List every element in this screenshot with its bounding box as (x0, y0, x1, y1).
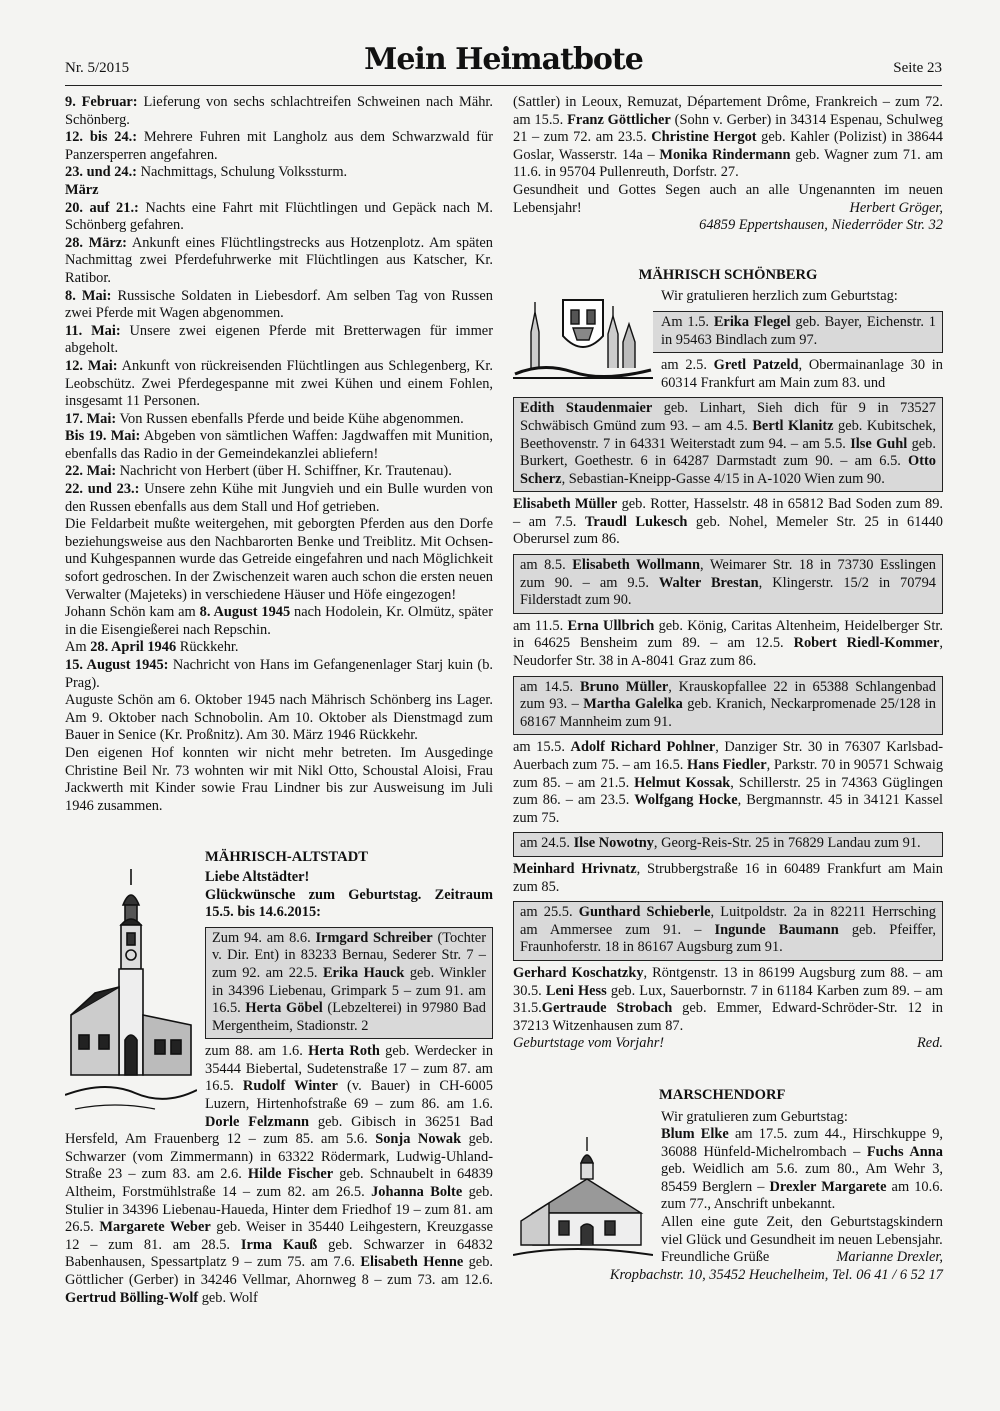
person-name: Walter Brestan (658, 574, 759, 591)
schoenberg-entry-5 (513, 861, 943, 896)
schoenberg-box-3 (513, 554, 943, 614)
greeting-glueckwuensche: Glückwünsche zum Geburtstag. Zeitraum 15.5. bis 14.6.2015: (205, 886, 493, 921)
person-name: Bruno Müller (579, 678, 669, 695)
town-illustration-schoenberg (513, 288, 653, 380)
person-name: Traudl Lukesch (584, 513, 688, 530)
paragraph-hans: 15. August 1945: Nachricht von Hans im Gefangenenlager Starj kuin (b. Prag). (65, 657, 493, 691)
person-name: Herta Roth (308, 1043, 380, 1060)
entry-text: (Tochter v. Dir. Ent) in 83233 Bernau, Sederer Str. 7 – zum 92. am 22.5. (212, 929, 486, 981)
entry-text: , Strubbergstraße 16 in 60489 Frankfurt am Main zum 85. (513, 860, 943, 895)
entry-text: geb. König, Caritas Altenheim, Heidelberger Str. in 64625 Bensheim zum 89. – am 12.5. (513, 617, 944, 652)
entry-date: 23. und 24.: (65, 164, 137, 181)
person-name: Ingunde Baumann (714, 921, 839, 938)
entry-text: , Danziger Str. 30 in 76307 Karlsbad-Auerbach zum 75. – am 16.5. (513, 739, 943, 773)
marschendorf-wish: Allen eine gute Zeit, den Geburtstagskindern viel Glück und Gesundheit im neuen Lebensjahr. (661, 1214, 943, 1248)
entry-text: zum 88. am 1.6. (205, 1043, 309, 1060)
entry-text: (Sattler) in Leoux, Remuzat, Département Drôme, Frankreich – zum 72. am 15.5. (513, 94, 943, 128)
entry-text: geb. Schwarzer (vom Zimmermann) in 63322 Rödermark, Ludwig-Uhland-Straße 23 – zum 83. am 2.6. (65, 1131, 493, 1183)
person-name: Gunthard Schieberle (578, 904, 711, 921)
wish-text: Gesundheit und Gottes Segen auch an alle Ungenannten im neuen Lebensjahr! Herbert Gröger, (513, 181, 943, 216)
person-name: Gertrud Bölling-Wolf (65, 1289, 199, 1306)
entry-text: Unsere zwei eigenen Pferde mit Bretterwagen für immer abgeholt. (65, 322, 493, 357)
section-title-schoenberg: MÄHRISCH SCHÖNBERG (638, 266, 818, 283)
person-name: Ilse Guhl (850, 435, 908, 452)
entry-text: Ankunft eines Flüchtlingstrecks aus Hotzenplotz. Am späten Nachmittag zwei Pferdefuhrwerke mit Flüchtlingen aus Katscher, Kr. Ratibor. (65, 234, 493, 286)
chapel-illustration-marschendorf (513, 1133, 653, 1263)
entry-text: Abgeben von sämtlichen Waffen: Jagdwaffen mit Munition, ebenfalls das Radio in der Gemeindekanzlei abliefern! (65, 428, 493, 462)
chronicle-entry (65, 182, 493, 200)
entry-text: geb. Burkert, Goethestr. 6 in 64287 Darmstadt zum 90. – am 6.5. (520, 435, 936, 470)
entry-text: Unsere zehn Kühe mit Jungvieh und ein Bulle wurden von den Russen ebenfalls aus dem Stall und Hof getrieben. (65, 481, 493, 515)
entry-date: 17. Mai: (65, 410, 117, 427)
person-name: Bertl Klanitz (752, 417, 834, 434)
schoenberg-box-6 (513, 901, 943, 961)
chronicle-entry (65, 481, 493, 516)
entry-text: am 2.5. (661, 357, 714, 374)
note-vorjahr: Geburtstage vom Vorjahr! (513, 1035, 665, 1052)
schoenberg-entry-2 (513, 496, 943, 549)
church-illustration-altstadt (65, 865, 197, 1115)
entry-text: Ankunft von rückreisenden Flüchtlingen aus Schlegenberg, Kr. Leobschütz. Zwei Pferdegespanne mit zwei Kühen und einem Fohlen, insgesamt 11 Personen. (65, 357, 493, 410)
entry-text: Mehrere Fuhren mit Langholz aus dem Schwarzwald für Panzersperren angefahren. (65, 129, 493, 163)
person-name: Meinhard Hrivnatz (513, 860, 637, 877)
entry-date: 22. und 23.: (65, 481, 140, 498)
right-column (513, 94, 943, 1284)
entry-text: , Krauskopfallee 22 in 65388 Schlangenbad zum 93. – (520, 678, 936, 713)
person-name: Adolf Richard Pohlner (570, 739, 716, 756)
entry-text: , Georg-Reis-Str. 25 in 76829 Landau zum 91. (653, 835, 921, 852)
person-name: Johanna Bolte (371, 1184, 463, 1201)
entry-date: 20. auf 21.: (65, 199, 139, 216)
person-name: Hilde Fischer (247, 1166, 334, 1183)
entry-text: am 10.6. zum 77., Anschrift unbekannt. (661, 1178, 943, 1213)
entry-text: , Luitpoldstr. 2a in 82211 Herrsching am Ammersee zum 91. – (520, 904, 937, 938)
entry-text: geb. Werdecker in 35444 Biebertal, Sudetenstraße 17 – zum 87. am 16.5. (205, 1043, 494, 1095)
paragraph-hof: Den eigenen Hof konnten wir nicht mehr betreten. Im Ausgedinge Christine Beil Nr. 73 wohnten wir mit Nikl Otto, Schoustal Aloisi, Frau Jackwerth mit Kinder sowie Frau Lindner bis zur Ausweisung im Juli 1946 zusammen. (65, 744, 493, 814)
signature-drexler: Marianne Drexler, (836, 1249, 943, 1266)
entry-text: am 17.5. zum 44., Hirschkuppe 9, 36088 Hünfeld-Michelrombach – (661, 1126, 943, 1160)
entry-text: am 8.5. (520, 557, 573, 574)
entry-text: , Neudorfer Str. 38 in A-8041 Graz zum 86. (513, 635, 943, 670)
entry-date: 12. bis 24.: (65, 129, 138, 146)
person-name: Drexler Margarete (769, 1178, 887, 1195)
person-name: Gretl Patzeld (713, 357, 799, 374)
entry-text: Von Russen ebenfalls Pferde und beide Kühe abgenommen. (116, 410, 464, 427)
header-rule (65, 85, 942, 86)
entry-text: geb. Emmer, Edward-Schröder-Str. 12 in 37213 Witzenhausen zum 87. (513, 1000, 943, 1034)
schoenberg-intro: Wir gratulieren herzlich zum Geburtstag: (661, 288, 898, 305)
person-name: Wolfgang Hocke (634, 792, 738, 809)
marschendorf-intro: Wir gratulieren zum Geburtstag: (661, 1108, 848, 1125)
chronicle-entry (65, 200, 493, 235)
altstadt-continued (513, 94, 943, 182)
signature-address: 64859 Eppertshausen, Niederröder Str. 32 (699, 217, 943, 234)
person-name: Rudolf Winter (242, 1078, 338, 1095)
person-name: Erika Hauck (322, 964, 405, 981)
schoenberg-entry-6 (513, 965, 943, 1035)
person-name: Martha Galelka (583, 696, 683, 713)
person-name: Elisabeth Wollmann (572, 557, 701, 574)
paragraph-rueckkehr: Am 28. April 1946 Rückkehr. (65, 639, 239, 656)
entry-text: am 15.5. (513, 739, 571, 756)
entry-text: , Röntgenstr. 13 in 86199 Augsburg zum 88. – am 30.5. (513, 964, 944, 999)
paragraph-feldarbeit: Die Feldarbeit mußte weitergehen, mit geborgten Pferden aus den Dorfe beziehungsweise aus den Nachbarorten Benke und Treiblitz. Mit Ochsen- und Kuhgespannen wurde das Getreide eingefahren und nach Möglichkeit sofort gedroschen. In der Zwischenzeit waren auch schon die ersten neuen Verwalter (Majeteks) in verschiedene Häuser und Höfe eingezogen! (65, 516, 493, 603)
signature-red: Red. (917, 1035, 943, 1052)
entry-text: geb. Weidlich am 5.6. zum 80., Am Wehr 3, 85459 Berglern – (661, 1161, 943, 1195)
left-column (65, 94, 493, 1307)
entry-text: geb. Bayer, Eichenstr. 1 in 95463 Bindlach zum 97. (661, 313, 936, 348)
person-name: Irma Kauß (240, 1236, 318, 1253)
signature-drexler-address: Kropbachstr. 10, 35452 Heuchelheim, Tel. 06 41 / 6 52 17 (609, 1266, 943, 1283)
person-name: Robert Riedl-Kommer (793, 635, 940, 652)
entry-text: , Schillerstr. 25 in 74363 Güglingen zum 86. – am 23.5. (513, 774, 944, 809)
person-name: Hans Fiedler (687, 757, 767, 773)
entry-text: geb. Kubitschek, Beethovenstr. 7 in 64331 Weiterstadt zum 94. – am 5.5. (520, 417, 936, 452)
entry-date: 22. Mai: (65, 463, 117, 480)
schoenberg-box-5 (513, 832, 943, 857)
entry-text: geb. Gibisch in 36251 Bad Hersfeld, Am Frauenberg 12 – zum 85. am 5.6. (65, 1113, 493, 1148)
entry-date: Bis 19. Mai: (65, 428, 141, 445)
entry-date: 12. Mai: (65, 357, 118, 374)
entry-date: März (65, 181, 99, 198)
paragraph-auguste: Auguste Schön am 6. Oktober 1945 nach Mährisch Schönberg ins Lager. Am 9. Oktober nach Schnobolin. Am 10. Oktober als Dienstmagd zum Bauer in Senice (Kr. Proßnitz). Am 30. März 1946 Rückkehr. (65, 692, 493, 744)
person-name: Edith Staudenmaier (520, 400, 653, 417)
entry-text: geb. Kahler (Polizist) in 38644 Goslar, Wasserstr. 14a – (513, 129, 943, 163)
entry-date: 8. Mai: (65, 287, 112, 304)
entry-text: Am 1.5. (661, 313, 714, 330)
entry-text: geb. Göttlicher (Gerber) in 34246 Vellmar, Ahornweg 8 – zum 73. am 12.6. (65, 1254, 493, 1288)
marschendorf-greet: Freundliche Grüße (661, 1249, 770, 1266)
person-name: Margarete Weber (99, 1219, 211, 1236)
entry-text: , Sebastian-Kneipp-Gasse 4/15 in A-1020 Wien zum 90. (561, 470, 885, 487)
person-name: Herta Göbel (245, 1000, 323, 1017)
signature-groeger: Herbert Gröger, (849, 199, 943, 216)
chronicle-entry (65, 164, 493, 182)
chronicle-entries (65, 94, 493, 516)
entry-text: geb. Stulier in 34396 Liebenau-Haueda, Hinter dem Friedhof 19 – zum 81. am 26.5. (65, 1184, 493, 1236)
schoenberg-entry-4 (513, 739, 943, 827)
entry-text: geb. Rotter, Hasselstr. 48 in 65812 Bad Soden zum 89. – am 7.5. (513, 496, 943, 530)
person-name: Fuchs Anna (866, 1143, 943, 1160)
schoenberg-box-2 (513, 397, 943, 492)
entry-text: Russische Soldaten in Liebesdorf. Am selben Tag von Russen zwei Pferde mit Wagen abgenommen. (65, 287, 493, 322)
chronicle-entry (65, 288, 493, 323)
entry-text: , Obermainanlage 30 in 60314 Frankfurt am Main zum 83. und (661, 357, 943, 391)
person-name: Monika Rindermann (659, 146, 791, 163)
entry-text: geb. Weiser in 35440 Leihgestern, Kreuzgasse 12 – zum 81. am 28.5. (65, 1219, 493, 1253)
entry-text: , Klingerstr. 15/2 in 70794 Filderstadt zum 90. (520, 574, 936, 609)
entry-text: geb. Nohel, Memeler Str. 25 in 61440 Oberursel zum 86. (513, 513, 944, 548)
entry-text: am 11.5. (513, 617, 568, 634)
entry-text: , Parkstr. 70 in 90571 Schwaig zum 85. – am 21.5. (513, 757, 944, 791)
entry-date: 28. März: (65, 234, 127, 251)
entry-text: Nachmittags, Schulung Volkssturm. (136, 164, 348, 181)
entry-text: geb. Kranich, Neckarpromenade 25/128 in 68167 Mannheim zum 91. (520, 696, 937, 730)
person-name: Gertraude Strobach (541, 1000, 673, 1017)
chronicle-entry (65, 235, 493, 288)
page-header (65, 28, 942, 88)
entry-text: Nachricht von Herbert (über H. Schiffner, Kr. Trautenau). (116, 463, 452, 480)
entry-text: geb. Schnaubelt in 64839 Altheim, Forstmühlstraße 14 – zum 82. am 26.5. (65, 1166, 494, 1201)
entry-text: Zum 94. am 8.6. (212, 929, 316, 946)
entry-text: geb. Pfeiffer, Fraunhoferstr. 18 in 86167 Augsburg zum 91. (520, 921, 936, 956)
altstadt-section (65, 849, 493, 1307)
person-name: Otto Scherz (520, 453, 936, 487)
page-number: Seite 23 (893, 60, 942, 76)
person-name: Erna Ullbrich (567, 617, 655, 634)
entry-date: 9. Februar: (65, 94, 138, 110)
entry-text: Nachts eine Fahrt mit Flüchtlingen und Gepäck nach M. Schönberg gefahren. (65, 199, 493, 234)
person-name: Elisabeth Henne (360, 1254, 464, 1271)
entry-text: geb. Schwarzer in 64832 Babenhausen, Spessartplatz 9 – zum 75. am 7.6. (65, 1236, 493, 1271)
entry-text: (v. Bauer) in CH-6005 Luzern, Hirtenhofstraße 69 – zum 86. am 1.6. (205, 1078, 493, 1113)
person-name: Helmut Kossak (634, 774, 731, 791)
person-name: Blum Elke (661, 1126, 729, 1143)
entry-text: geb. Lux, Sauerbornstr. 7 in 61184 Karben zum 89. – am 31.5. (513, 982, 943, 1017)
person-name: Gerhard Koschatzky (513, 964, 644, 981)
entry-text: , Weimarer Str. 18 in 73730 Esslingen zum 90. – am 9.5. (520, 557, 936, 591)
person-name: Erika Flegel (713, 313, 791, 330)
person-name: Leni Hess (545, 982, 607, 999)
entry-text: geb. Wolf (198, 1289, 258, 1306)
chronicle-entry (65, 358, 493, 411)
person-name: Franz Göttlicher (567, 111, 671, 128)
entry-text: geb. Wagner zum 71. am 11.6. in 95704 Pullenreuth, Dorfstr. 27. (513, 146, 943, 181)
person-name: Irmgard Schreiber (315, 929, 433, 946)
section-title-marschendorf: MARSCHENDORF (659, 1086, 786, 1103)
newspaper-title: Mein Heimatbote (364, 42, 643, 77)
person-name: Christine Hergot (651, 129, 757, 146)
person-name: Dorle Felzmann (205, 1113, 310, 1130)
entry-text: , Bergmannstr. 45 in 34121 Kassel zum 75. (513, 792, 944, 826)
chronicle-entry (65, 323, 493, 358)
entry-date: 11. Mai: (65, 322, 121, 339)
issue-number: Nr. 5/2015 (65, 60, 130, 76)
entry-text: am 25.5. (520, 904, 579, 921)
person-name: Sonja Nowak (375, 1131, 462, 1148)
entry-text: am 14.5. (520, 678, 580, 695)
paragraph-johann: Johann Schön kam am 8. August 1945 nach Hodolein, Kr. Olmütz, später in die Eisengießerei nach Repschin. (65, 604, 493, 638)
greeting-altstaedter: Liebe Altstädter! (205, 868, 310, 885)
person-name: Ilse Nowotny (573, 835, 654, 852)
chronicle-entry (65, 411, 493, 429)
entry-text: (Sohn v. Gerber) in 34314 Espenau, Schulweg 21 – zum 72. am 23.5. (513, 111, 943, 146)
chronicle-entry (65, 428, 493, 463)
schoenberg-box-4 (513, 676, 943, 736)
altstadt-highlight-box (205, 927, 493, 1040)
section-title-altstadt: MÄHRISCH-ALTSTADT (205, 849, 368, 866)
chronicle-entry (65, 94, 493, 129)
person-name: Elisabeth Müller (513, 496, 618, 513)
entry-text: (Lebzelterei) in 97980 Bad Mergentheim, Stadionstr. 2 (212, 1000, 486, 1034)
chronicle-entry (65, 463, 493, 481)
entry-text: geb. Linhart, Sieh dich für 9 in 73527 Schwäbisch Gmünd zum 93. – am 4.5. (520, 400, 936, 434)
schoenberg-entry-3 (513, 618, 943, 671)
entry-text: Lieferung von sechs schlachtreifen Schweinen nach Mähr. Schönberg. (65, 94, 493, 128)
entry-text: geb. Winkler in 34396 Liebenau, Grimpark 5 – zum 91. am 16.5. (212, 964, 486, 1017)
chronicle-entry (65, 129, 493, 164)
entry-text: am 24.5. (520, 835, 574, 852)
